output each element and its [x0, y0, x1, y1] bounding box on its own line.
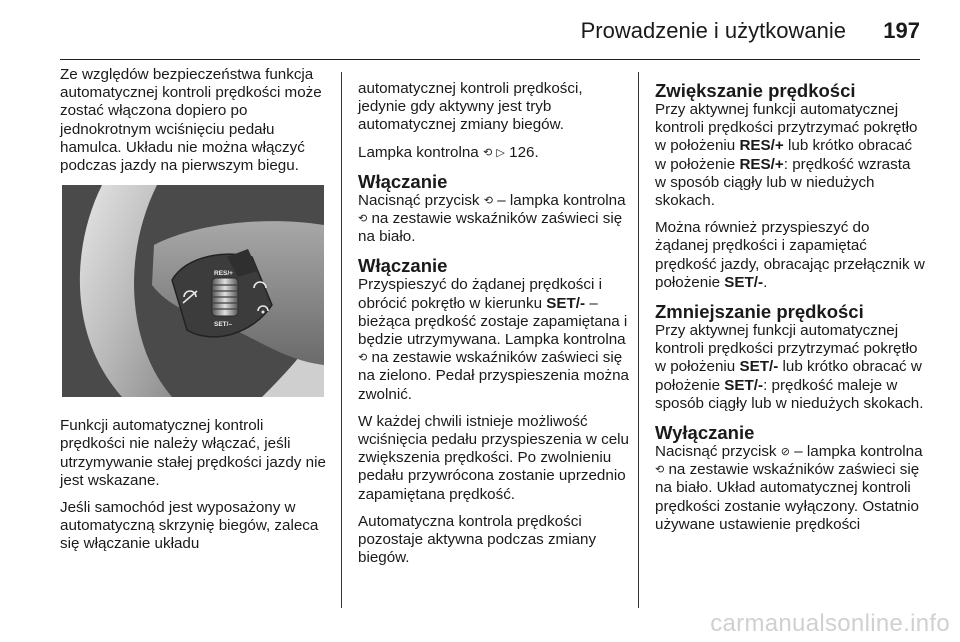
steering-wheel-figure	[62, 185, 324, 397]
cruise-control-icon: ⟲	[655, 464, 665, 477]
cruise-control-icon: ⟲	[358, 213, 368, 226]
gear-change-paragraph: Automatyczna kontrola prędkości pozostaje aktywna podczas zmiany biegów.	[358, 512, 597, 567]
column-3	[655, 80, 925, 543]
continuation-paragraph: automatycznej kontroli prędkości, jedynie gdy aktywny jest tryb automatycznej zmiany biegów.	[358, 80, 583, 134]
steering-wheel-illustration	[62, 185, 324, 397]
caution-paragraph: Funkcji automatycznej kontroli prędkości nie należy włączać, jeśli utrzymywanie stałej prędkości jazdy nie jest wskazane.	[60, 417, 326, 489]
column-divider	[638, 72, 639, 608]
increase-speed-paragraph: Przy aktywnej funkcji automatycznej kontroli prędkości przytrzymać pokrętło w położeniu RES/+ lub krótko obracać w położenie RES/+: prędkość wzrasta w sposób ciągły lub w niedużych skokach.	[655, 101, 918, 210]
deactivation-paragraph: Nacisnąć przycisk ⊘ – lampka kontrolna ⟲ na zestawie wskaźników zaświeci się na biało. Układ automatycznej kontroli prędkości zostanie wyłączony. Ostatnio używane ustawienie prędkości	[655, 443, 923, 533]
page-header	[60, 16, 920, 56]
res-label: RES/+	[214, 270, 233, 278]
accelerate-paragraph: W każdej chwili istnieje możliwość wciśnięcia pedału przyspieszenia w celu zwiększenia prędkości. Po zwolnieniu pedału przywrócona zostanie uprzednio zapamiętana prędkość.	[358, 412, 629, 503]
section-heading-increase-speed: Zwiększanie prędkości	[655, 80, 856, 101]
reference-triangle-icon: ▷	[496, 146, 505, 159]
header-rule	[60, 59, 920, 60]
set-label: SET/–	[214, 321, 233, 329]
section-heading-engage: Włączanie	[358, 255, 448, 277]
indicator-lamp-reference: Lampka kontrolna ⟲ ▷ 126.	[358, 143, 539, 161]
column-1	[60, 66, 328, 563]
activation-paragraph: Nacisnąć przycisk ⟲ – lampka kontrolna ⟲ na zestawie wskaźników zaświeci się na biało.	[358, 191, 626, 246]
column-divider	[341, 72, 342, 608]
accelerate-store-paragraph: Można również przyspieszyć do żądanej prędkości i zapamiętać prędkość jazdy, obracając przełącznik w położenie SET/-.	[655, 219, 925, 291]
page-number: 197	[883, 18, 920, 43]
decrease-speed-paragraph: Przy aktywnej funkcji automatycznej kontroli prędkości przytrzymać pokrętło w położeniu SET/- lub krótko obracać w położenie SET/-: prędkość maleje w sposób ciągły lub w niedużych skokach.	[655, 322, 924, 412]
column-2	[358, 80, 630, 576]
cruise-control-icon: ⟲	[483, 194, 493, 207]
chapter-title: Prowadzenie i użytkowanie	[580, 18, 846, 43]
section-heading-activation: Włączanie	[358, 170, 448, 192]
section-heading-deactivation: Wyłączanie	[655, 422, 755, 444]
cruise-control-icon: ⟲	[358, 352, 368, 365]
engage-paragraph: Przyspieszyć do żądanej prędkości i obrócić pokrętło w kierunku SET/- – bieżąca prędkość zostaje zapamiętana i będzie utrzymywana. Lampka kontrolna ⟲ na zestawie wskaźników zaświeci się na zielono. Pedał przyspieszenia można zwolnić.	[358, 276, 630, 403]
safety-paragraph: Ze względów bezpieczeństwa funkcja automatycznej kontroli prędkości może zostać włączona dopiero po jednokrotnym wciśnięciu pedału hamulca. Układu nie można włączyć podczas jazdy na pierwszym biegu.	[60, 66, 322, 175]
section-heading-decrease-speed: Zmniejszanie prędkości	[655, 301, 864, 323]
watermark: carmanualsonline.info	[710, 610, 950, 637]
cruise-control-icon: ⟲	[482, 146, 493, 159]
automatic-gearbox-paragraph: Jeśli samochód jest wyposażony w automatyczną skrzynię biegów, zaleca się włączanie układu	[60, 499, 319, 553]
cruise-control-off-icon: ⊘	[780, 446, 790, 459]
